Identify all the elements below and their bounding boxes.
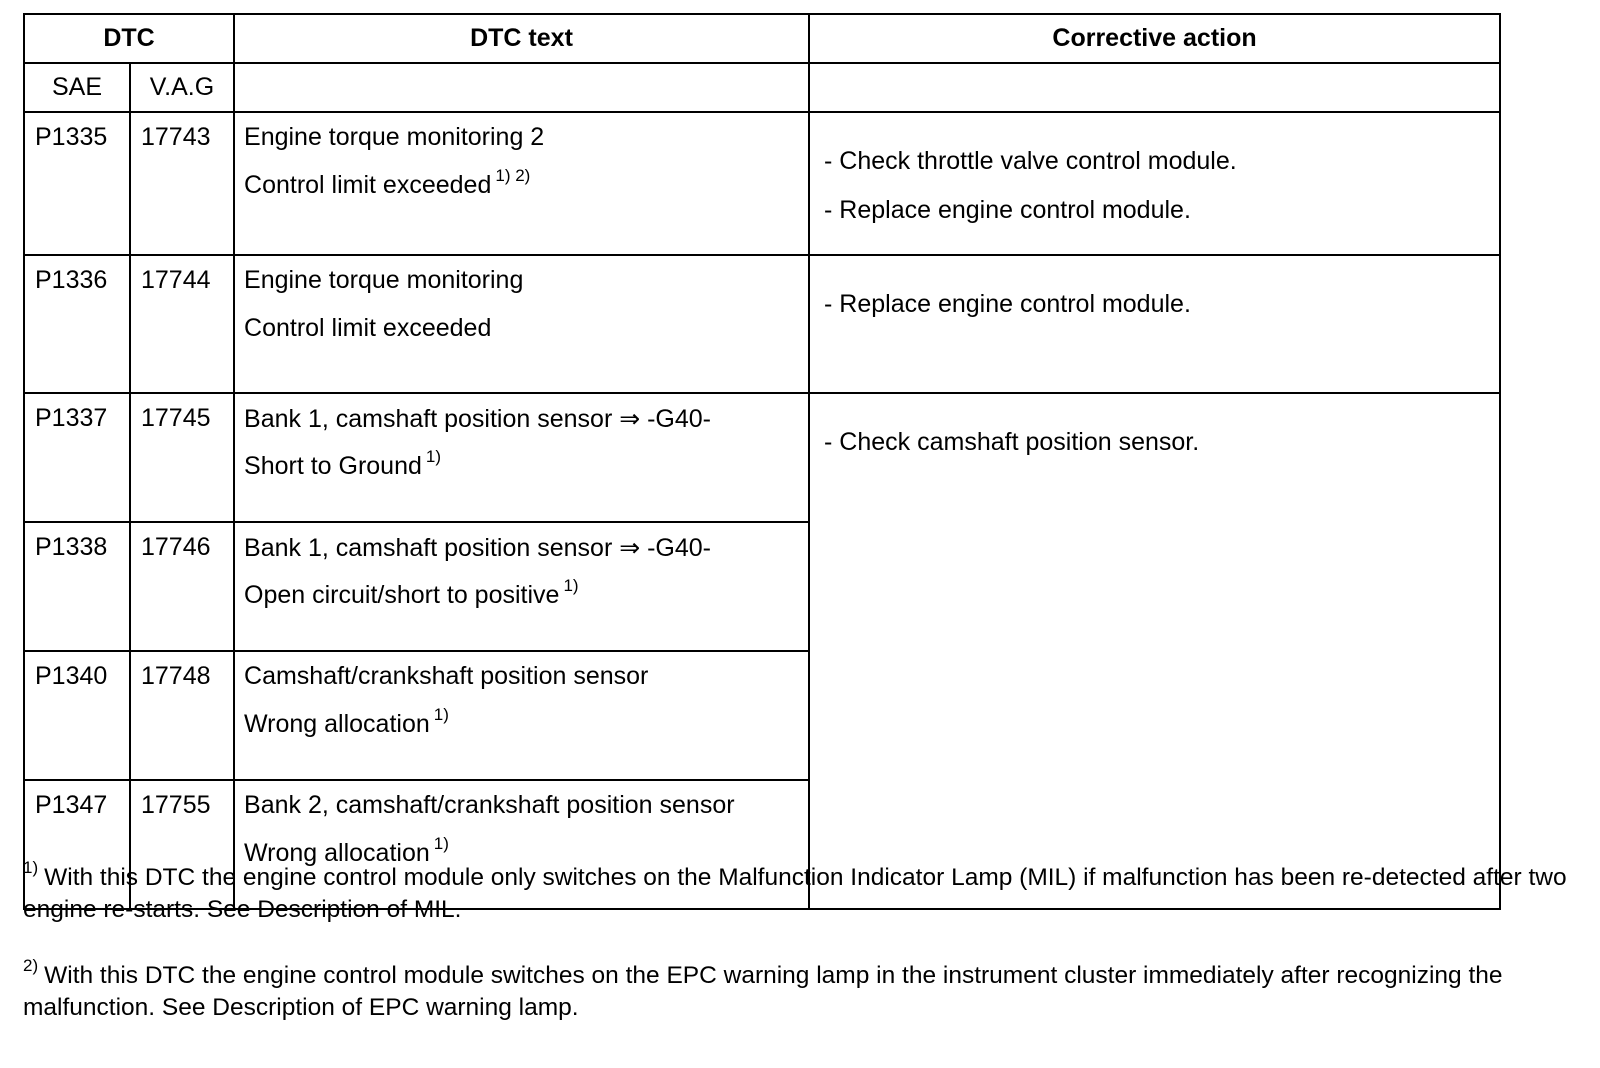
vag-code: 17755 [130, 780, 234, 909]
subheader-vag: V.A.G [130, 63, 234, 112]
sae-code: P1337 [24, 393, 130, 522]
sae-code: P1335 [24, 112, 130, 255]
dtc-condition: Wrong allocation [244, 839, 430, 867]
dtc-description-line2 [244, 165, 808, 221]
dtc-description-line1: Bank 1, camshaft position sensor ⇒ -G40- [244, 405, 712, 433]
sae-code: P1347 [24, 780, 130, 909]
dtc-condition: Control limit exceeded [244, 171, 492, 199]
action-item: - Check throttle valve control module. [824, 147, 1237, 175]
table-row [24, 112, 1500, 255]
corrective-action-cell [809, 112, 1500, 255]
dtc-table [23, 13, 1501, 910]
header-row [24, 14, 1500, 63]
action-item: - Replace engine control module. [824, 196, 1191, 224]
subheader-sae: SAE [24, 63, 130, 112]
header-dtc-text: DTC text [234, 14, 809, 63]
sae-code: P1340 [24, 651, 130, 780]
dtc-description-line1: Engine torque monitoring 2 [244, 123, 545, 151]
table-row [24, 255, 1500, 393]
dtc-condition: Wrong allocation [244, 710, 430, 738]
dtc-condition: Short to Ground [244, 452, 422, 480]
dtc-description-line1: Bank 2, camshaft/crankshaft position sensor [244, 791, 735, 819]
footnote-text: With this DTC the engine control module only switches on the Malfunction Indicator Lamp (MIL) if malfunction has been re-detected after two engine re-starts. See Description of MIL. [23, 864, 1567, 923]
footnote-ref: 1) [433, 833, 449, 853]
sae-code: P1338 [24, 522, 130, 651]
dtc-description-line2: Control limit exceeded [244, 314, 492, 342]
footnote-ref: 1) [433, 704, 449, 724]
subheader-row [24, 63, 1500, 112]
dtc-condition: Open circuit/short to positive [244, 581, 560, 609]
footnote-2 [23, 955, 1583, 1024]
subheader-empty-text [234, 63, 809, 112]
dtc-description-line2 [244, 575, 808, 631]
table-row [24, 393, 1500, 522]
dtc-description-line1: Bank 1, camshaft position sensor ⇒ -G40- [244, 534, 712, 562]
footnote-text: With this DTC the engine control module switches on the EPC warning lamp in the instrument cluster immediately after recognizing the malfunction. See Description of EPC warning lamp. [23, 962, 1503, 1021]
dtc-description [234, 393, 809, 522]
dtc-description [234, 112, 809, 255]
footnote-1 [23, 857, 1583, 926]
footnote-ref: 1) 2) [495, 165, 531, 185]
dtc-description [234, 522, 809, 651]
footnote-mark: 2) [23, 955, 39, 975]
footnote-ref: 1) [425, 446, 442, 466]
corrective-action-cell [809, 393, 1500, 909]
action-item: - Check camshaft position sensor. [824, 428, 1200, 456]
corrective-action-cell [809, 255, 1500, 393]
vag-code: 17745 [130, 393, 234, 522]
vag-code: 17744 [130, 255, 234, 393]
dtc-description-line1: Camshaft/crankshaft position sensor [244, 662, 649, 690]
action-item: - Replace engine control module. [824, 290, 1191, 318]
dtc-description-line2 [244, 446, 808, 502]
dtc-description-line1: Engine torque monitoring [244, 266, 524, 294]
vag-code: 17746 [130, 522, 234, 651]
subheader-empty-action [809, 63, 1500, 112]
vag-code: 17743 [130, 112, 234, 255]
header-corrective-action: Corrective action [809, 14, 1500, 63]
sae-code: P1336 [24, 255, 130, 393]
vag-code: 17748 [130, 651, 234, 780]
footnote-mark: 1) [23, 857, 39, 877]
header-dtc: DTC [24, 14, 234, 63]
dtc-description [234, 255, 809, 393]
dtc-description-line2 [244, 704, 808, 760]
dtc-description [234, 651, 809, 780]
footnote-ref: 1) [563, 575, 579, 595]
